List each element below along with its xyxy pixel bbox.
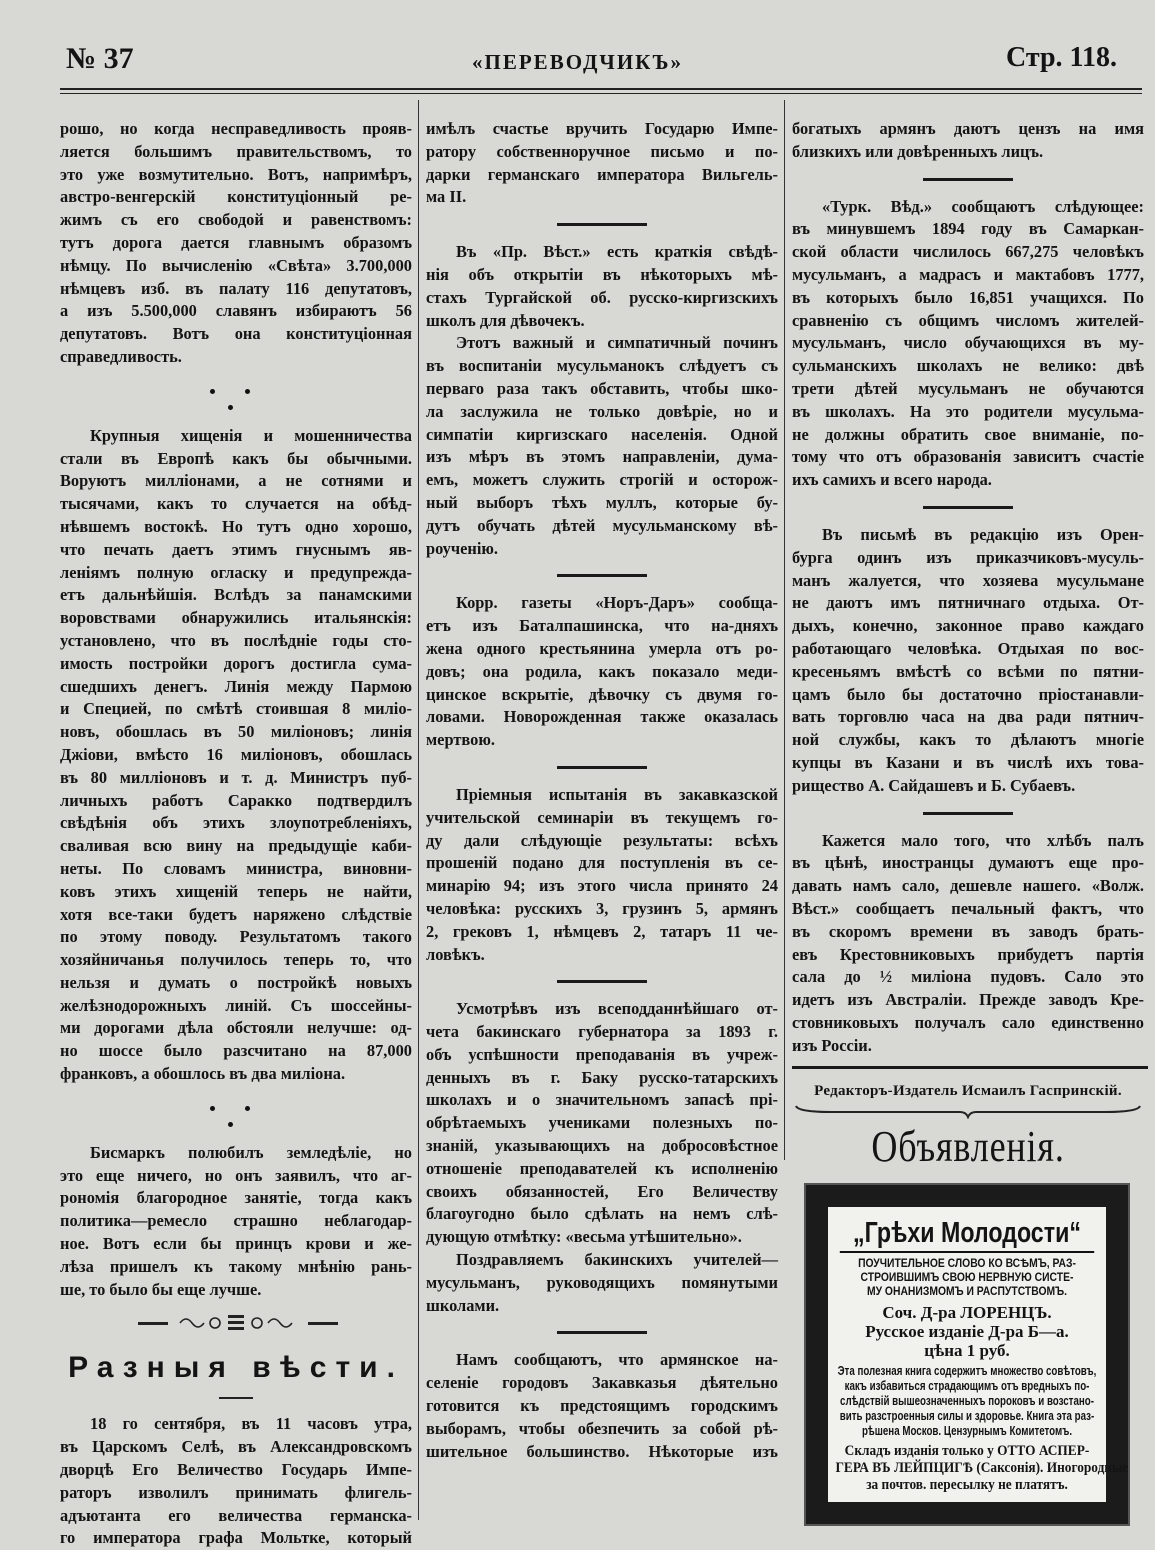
article-paragraph: [426, 241, 778, 332]
section-divider: [792, 1057, 1144, 1079]
text-line: не даютъ имъ пятничнаго отдыха. От-: [792, 593, 1144, 613]
text-line: по этому поводу. Результатомъ такого: [60, 927, 412, 947]
text-line: въ цѣнѣ, иностранцы думаютъ еще про-: [792, 853, 1144, 873]
text-line: прошеній подано для поступленія въ се-: [426, 853, 778, 873]
section-divider: [426, 560, 778, 592]
text-line: Въ письмѣ въ редакцію изъ Орен-: [822, 524, 1144, 544]
text-line: селеніе городовъ Закавказья дѣятельно: [426, 1373, 778, 1393]
text-line: Кажется мало того, что хлѣбъ палъ: [822, 830, 1144, 850]
column-2: [426, 118, 778, 1463]
text-line: дутъ обучать дѣтей мусульманскому вѣ-: [426, 515, 778, 535]
text-line: хотя все-таки будетъ наряжено слѣдствіе: [60, 904, 412, 924]
text-line: сшедшихъ денегъ. Линія между Пармою: [60, 676, 412, 696]
article-paragraph: [426, 1349, 778, 1463]
ad-author: [838, 1303, 1096, 1360]
section-divider: [792, 164, 1144, 196]
text-line: ное. Вотъ если бы принцъ крови и же-: [60, 1234, 412, 1254]
ad-text-line: ПОУЧИТЕЛЬНОЕ СЛОВО КО ВСѢМЪ, РАЗ-: [858, 1258, 1076, 1271]
text-line: человѣка: русскихъ 3, грузинъ 5, армянъ: [426, 898, 778, 918]
text-line: роученію.: [426, 538, 499, 558]
text-line: евъ Крестовниковыхъ прибудетъ партія: [792, 944, 1144, 964]
issue-number: № 37: [66, 42, 134, 75]
text-line: Бисмаркъ полюбилъ земледѣліе, но: [90, 1142, 412, 1162]
text-line: это еще ничего, но онъ заявилъ, что аг-: [60, 1165, 412, 1185]
column-divider: [784, 100, 785, 1160]
text-line: Корр. газеты «Норъ-Даръ» сообща-: [456, 593, 778, 613]
text-line: цинское вскрытіе, дѣвочку съ двумя го-: [426, 684, 778, 704]
text-line: выборамъ, чтобы обезпечить за собой рѣ-: [426, 1418, 778, 1438]
section-divider: [792, 492, 1144, 524]
heading-underline: [60, 1391, 412, 1413]
text-line: тутъ дорога дается главнымъ образомъ: [60, 232, 412, 252]
text-line: ше, то было бы еще лучше.: [60, 1279, 262, 1299]
text-line: трети дѣтей мусульманъ не обучаются: [792, 378, 1144, 398]
text-line: емъ, можетъ служить строгій и осторож-: [426, 470, 778, 490]
asterism-divider: [60, 369, 412, 425]
ad-text-line: ГЕРА ВЪ ЛЕЙПЦИГѢ (Саксонія). Иногородные: [835, 1460, 1129, 1477]
text-line: жена одного крестьянина умерла отъ ро-: [426, 638, 778, 658]
text-line: франковъ, а обошлось въ два миліона.: [60, 1064, 346, 1084]
text-line: а изъ 5.500,000 славянъ избираютъ 56: [60, 301, 412, 321]
text-line: дыхъ, конечно, законное право каждаго: [792, 616, 1144, 636]
text-line: сульманскихъ школахъ не велико: двѣ: [792, 356, 1144, 376]
column-divider: [418, 100, 419, 1520]
text-line: симпатіи киргизскаго населенія. Одной: [426, 424, 778, 444]
text-line: своихъ обязанностей, Его Величеству: [426, 1181, 778, 1201]
ad-text-line: цѣна 1 руб.: [924, 1341, 1010, 1361]
text-line: имѣлъ счастье вручить Государю Импе-: [426, 119, 778, 138]
text-line: купцы въ Казани и въ числѣ ихъ това-: [792, 752, 1144, 772]
text-line: установлено, что въ послѣдніе годы сто-: [60, 630, 412, 650]
header-double-rule: [60, 88, 1142, 94]
text-line: сваливая всю вину на предыдущіе каби-: [60, 836, 412, 856]
text-line: ратору собственноручное письмо и по-: [426, 141, 778, 161]
text-line: Джіови, вмѣсто 16 миліоновъ, обошлась: [60, 744, 412, 764]
text-line: объ успѣшности преподаванія въ учреж-: [426, 1044, 778, 1064]
text-line: отношеніе преподавателей къ исполненію: [426, 1158, 778, 1178]
text-line: изъ мѣръ въ этомъ направленіи, дума-: [426, 447, 778, 467]
ad-text-line: МУ ОНАНИЗМОМЪ И РАСПУТСТВОМЪ.: [866, 1286, 1067, 1299]
text-line: Пріемныя испытанія въ закавказской: [456, 784, 778, 804]
text-line: жимъ съ его свободой и равенствомъ:: [60, 210, 412, 230]
page-header: [0, 38, 1155, 88]
ad-text-line: Складъ изданія только у ОТТО АСПЕР-: [844, 1443, 1090, 1460]
text-line: ляется большимъ правительствомъ, то: [60, 141, 412, 161]
text-line: нія объ открытіи въ нѣкоторыхъ мѣ-: [426, 264, 778, 284]
text-line: свѣдѣнія объ этихъ злоупотребленіяхъ,: [60, 813, 412, 833]
text-line: Вѣст.» сообщаетъ печальный фактъ, что: [792, 898, 1144, 918]
text-line: школъ для дѣвочекъ.: [426, 310, 585, 330]
text-line: сравненію съ общимъ числомъ жителей-: [792, 310, 1144, 330]
text-line: кресеньямъ вмѣстѣ со всѣми по пятни-: [792, 661, 1144, 681]
text-line: манъ жалуется, что хозяева мусульмане: [792, 570, 1144, 590]
brace-divider: [792, 1103, 1144, 1119]
text-line: 2, грековъ 1, нѣмцевъ 2, татаръ 11 че-: [426, 921, 778, 941]
text-line: мусульманъ, руководящихъ помянутыми: [426, 1272, 778, 1292]
text-line: дворцѣ Его Величество Государь Импе-: [60, 1460, 412, 1480]
text-line: «Турк. Вѣд.» сообщаютъ слѣдующее:: [822, 196, 1144, 216]
text-line: сала до ½ миліона пудовъ. Сало это: [792, 967, 1144, 987]
text-line: австро-венгерскій конституціонный ре-: [60, 187, 412, 207]
text-line: леніямъ полную огласку и предупрежда-: [60, 562, 412, 582]
article-paragraph: [60, 1413, 412, 1550]
text-line: раторъ изволилъ принимать флигель-: [60, 1482, 412, 1502]
text-line: знаній, указывающихъ на добросовѣстное: [426, 1136, 778, 1156]
text-line: имость постройки дорогъ достигла сума-: [60, 653, 412, 673]
asterism-divider: [60, 1086, 412, 1142]
text-line: цамъ было бы достаточно пріостанавли-: [792, 684, 1144, 704]
text-line: въ воспитаніи мусульманокъ слѣдуетъ съ: [426, 356, 778, 376]
text-line: въ Царскомъ Селѣ, въ Александровскомъ: [60, 1437, 412, 1457]
text-line: но шоссе было разсчитано на 87,000: [60, 1041, 412, 1061]
text-line: нѣмцевъ изб. въ палату 116 депутатовъ,: [60, 278, 412, 298]
text-line: лѣза пришелъ къ такому мнѣнію рань-: [60, 1256, 412, 1276]
text-line: Поздравляемъ бакинскихъ учителей—: [456, 1250, 778, 1270]
text-line: работающаго человѣка. Отдыхая по вос-: [792, 638, 1144, 658]
text-line: Крупныя хищенія и мошенничества: [90, 425, 412, 445]
text-line: вать торговлю часа на два ради пятнич-: [792, 707, 1144, 727]
ad-text-line: Соч. Д-ра ЛОРЕНЦЪ.: [882, 1303, 1052, 1323]
text-line: нѣмцу. По вычисленію «Свѣта» 3.700,000: [60, 255, 412, 275]
ornament-divider: [60, 1301, 412, 1345]
text-line: ный выборъ тѣхъ муллъ, которые бу-: [426, 492, 778, 512]
text-line: ловѣкъ.: [426, 944, 485, 964]
text-line: етъ изъ Баталпашинска, что на-дняхъ: [426, 616, 778, 636]
article-paragraph: [792, 524, 1144, 798]
text-line: ской области числилось 667,275 человѣкъ: [792, 242, 1144, 262]
article-paragraph: [426, 332, 778, 560]
article-paragraph: [426, 784, 778, 966]
text-line: рищество А. Сайдашевъ и Б. Субаевъ.: [792, 775, 1076, 795]
ad-text-line: Русское изданіе Д-ра Б—а.: [865, 1322, 1069, 1342]
section-divider: [426, 1317, 778, 1349]
article-paragraph: [60, 425, 412, 1086]
text-line: школахъ и о значительномъ запасѣ прі-: [426, 1090, 778, 1110]
text-line: мусульманъ, число обучающихся въ му-: [792, 333, 1144, 353]
text-line: Намъ сообщаютъ, что армянское на-: [456, 1350, 778, 1370]
text-line: адъютанта его величества германска-: [60, 1505, 412, 1525]
text-line: рономія благородное занятіе, тогда какъ: [60, 1188, 412, 1208]
article-paragraph: [426, 592, 778, 752]
text-line: готовится къ предстоящимъ городскимъ: [426, 1396, 778, 1416]
page-number: Стр. 118.: [1006, 42, 1117, 73]
advertisement-box: [806, 1185, 1128, 1524]
section-heading: Разныя вѣсти.: [68, 1351, 404, 1385]
text-line: ихъ самихъ и всего народа.: [792, 470, 992, 490]
text-line: личныхъ работъ Саракко подтвердилъ: [60, 790, 412, 810]
article-paragraph: [792, 118, 1144, 164]
text-line: ловами. Новорожденная также оказалась: [426, 707, 778, 727]
text-line: мертвою.: [426, 730, 495, 750]
text-line: денныхъ въ г. Баку русско-татарскихъ: [426, 1067, 778, 1087]
text-line: ма II.: [426, 187, 467, 207]
text-line: учительской семинаріи въ текущемъ го-: [426, 807, 778, 827]
text-line: богатыхъ армянъ даютъ цензъ на имя: [792, 119, 1144, 138]
ad-body: [838, 1364, 1096, 1439]
text-line: это уже возмутительно. Вотъ, напримѣръ,: [60, 164, 412, 184]
text-line: что печать даетъ этимъ гнуснымъ яв-: [60, 539, 412, 559]
ad-text-line: за почтов. пересылку не платятъ.: [866, 1477, 1068, 1494]
text-line: ной службы, какъ то дѣлаютъ многіе: [792, 730, 1144, 750]
article-paragraph: [792, 196, 1144, 492]
ad-text-line: СТРОИВШИМЪ СВОЮ НЕРВНУЮ СИСТЕ-: [860, 1272, 1074, 1285]
text-line: не должны обратить свое вниманіе, по-: [792, 424, 1144, 444]
text-line: новъ, обошлась въ 50 миліоновъ; линія: [60, 722, 412, 742]
text-line: хозяйничанья получилось теперь то, что: [60, 950, 412, 970]
text-line: довъ; она родила, какъ показало меди-: [426, 661, 778, 681]
text-line: мусульманъ, а мадрасъ и мактабовъ 1777,: [792, 264, 1144, 284]
section-divider: [792, 798, 1144, 830]
section-divider: [426, 966, 778, 998]
text-line: близкихъ или довѣренныхъ лицъ.: [792, 141, 1044, 161]
section-divider: [426, 209, 778, 241]
text-line: въ 80 милліоновъ и т. д. Министръ пуб-: [60, 767, 412, 787]
text-line: благоугодно было сдѣлать на немъ слѣ-: [426, 1204, 778, 1224]
text-line: депутатовъ. Вотъ она конституціонная: [60, 324, 412, 344]
text-line: въ скоромъ времени въ заводъ брать-: [792, 921, 1144, 941]
text-line: перваго раза такъ обставить, чтобы шко-: [426, 378, 778, 398]
text-line: желѣзнодорожныхъ линій. Съ шоссейны-: [60, 995, 412, 1015]
text-line: нѣвшемъ востокѣ. Но тутъ одно хорошо,: [60, 516, 412, 536]
text-line: стахъ Тургайской об. русско-киргизскихъ: [426, 287, 778, 307]
text-line: 18 го сентября, въ 11 часовъ утра,: [90, 1414, 412, 1434]
ad-footer: [835, 1443, 1129, 1494]
text-line: воровствами обнаружились итальянскія:: [60, 608, 412, 628]
text-line: въ минувшемъ 1894 году въ Самаркан-: [792, 219, 1144, 239]
ad-title: „Грѣхи Молодости“: [840, 1215, 1094, 1253]
text-line: давать намъ сало, дешевле нашего. «Волж.: [792, 876, 1144, 896]
ad-text-line: рѣшена Москов. Цензурнымъ Комитетомъ.: [861, 1424, 1073, 1439]
text-line: ковъ этихъ хищеній теперь не найти,: [60, 881, 412, 901]
ad-text-line: Эта полезная книга содержитъ множество совѣтовъ,: [837, 1364, 1097, 1379]
text-line: дующую отмѣтку: «весьма утѣшительно».: [426, 1227, 742, 1247]
article-paragraph: [426, 1249, 778, 1317]
text-line: идетъ изъ Австраліи. Прежде заводъ Кре-: [792, 990, 1144, 1010]
text-line: стовниковыхъ получалъ сало единственно: [792, 1012, 1144, 1032]
text-line: ми дорогами дѣла обстояли нелучше: од-: [60, 1018, 412, 1038]
text-line: неты. По словамъ министра, виновни-: [60, 858, 412, 878]
text-line: изъ Россіи.: [792, 1035, 872, 1055]
article-paragraph: [60, 118, 412, 369]
text-line: и Специей, по смѣтѣ стоившая 8 миліо-: [60, 699, 412, 719]
text-line: Въ «Пр. Вѣст.» есть краткія свѣдѣ-: [456, 242, 778, 262]
article-paragraph: [792, 830, 1144, 1058]
text-line: школами.: [426, 1295, 500, 1315]
text-line: въ которыхъ было 16,851 учащихся. По: [792, 287, 1144, 307]
ad-text-line: какъ избавиться страдающимъ отъ вредныхъ по-: [844, 1379, 1090, 1394]
text-line: минарію 94; изъ этого числа принято 24: [426, 876, 778, 896]
text-line: обрѣтаемыхъ учениками полезныхъ по-: [426, 1113, 778, 1133]
newspaper-title: «ПЕРЕВОДЧИКЪ»: [472, 50, 683, 74]
text-line: тому что отъ образованія зависитъ счастіе: [792, 447, 1144, 467]
text-line: Воруютъ милліонами, а не сотнями и: [60, 471, 412, 491]
text-line: го императора графа Мольтке, который: [60, 1528, 412, 1548]
announcements-heading: Объявленія.: [871, 1122, 1065, 1172]
text-line: политика—ремесло страшно неблагодар-: [60, 1211, 412, 1231]
text-line: ла заслужила не только довѣріе, но и: [426, 401, 778, 421]
text-line: въ школахъ. На это родители мусульма-: [792, 401, 1144, 421]
text-line: тысячами, какъ то случается на обѣд-: [60, 494, 412, 514]
ad-text-line: слѣдствій вышеозначенныхъ пороковъ и возстано-: [840, 1394, 1094, 1409]
article-paragraph: [426, 998, 778, 1249]
section-divider: [426, 752, 778, 784]
text-line: ду дали слѣдующіе результаты: всѣхъ: [426, 830, 778, 850]
article-paragraph: [426, 118, 778, 209]
text-line: нельзя и думать о постройкѣ новыхъ: [60, 972, 412, 992]
editor-publisher-line: Редакторъ-Издатель Исмаилъ Гаспринскій.: [814, 1083, 1122, 1100]
text-line: дарки германскаго императора Вильгель-: [426, 164, 778, 184]
text-line: етъ дальнѣйшія. Вслѣдъ за панамскими: [60, 585, 412, 605]
text-line: шительное большинство. Нѣкоторые изъ: [426, 1441, 778, 1461]
column-1: [60, 118, 412, 1550]
ad-text-line: вить разстроенныя силы и здоровье. Книга эта раз-: [839, 1409, 1095, 1424]
text-line: бурга одинъ изъ приказчиковъ-мусуль-: [792, 547, 1144, 567]
article-paragraph: [60, 1142, 412, 1302]
ad-subtitle: [838, 1257, 1096, 1299]
text-line: стали въ Европѣ какъ бы обычными.: [60, 448, 412, 468]
text-line: Этотъ важный и симпатичный починъ: [456, 333, 778, 353]
text-line: рошо, но когда несправедливость прояв-: [60, 119, 412, 138]
text-line: справедливость.: [60, 346, 182, 366]
column-3: [792, 118, 1144, 1524]
text-line: Усмотрѣвъ изъ всеподданнѣйшаго от-: [456, 999, 778, 1019]
text-line: чета бакинскаго губернатора за 1893 г.: [426, 1022, 778, 1042]
